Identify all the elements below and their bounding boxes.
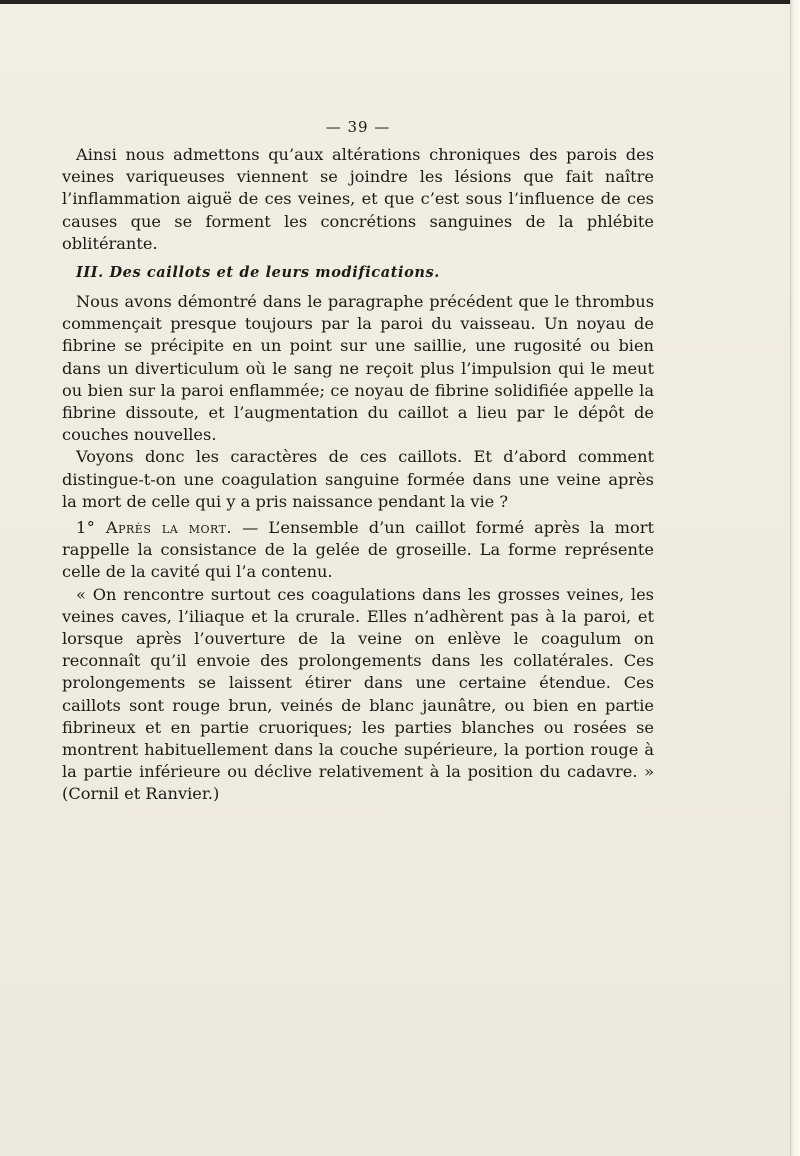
paragraph-4 [62,517,654,584]
page-text-block [62,118,654,806]
page-number: — 39 — [325,118,391,136]
paragraph-2: Nous avons démontré dans le paragraphe précédent que le thrombus commençait presque toujours par la paroi du vaisseau. Un noyau de fibrine se précipite en un point sur une saillie, une rugosité ou bien dans un diverticulum où le sang ne reçoit plus l’impulsion qui le meut ou bien sur la paroi enflammée; ce noyau de fibrine solidifiée appelle la fibrine dissoute, et l’augmentation du caillot a lieu par le dépôt de couches nouvelles. [62,292,654,445]
page-edge [790,0,800,1156]
paragraph-3: Voyons donc les caractères de ces caillots. Et d’abord comment distingue-t-on une coagulation sanguine formée dans une veine après la mort de celle qui y a pris naissance pendant la vie ? [62,447,654,511]
section-heading: III. Des caillots et de leurs modifications. [76,264,440,282]
top-edge-rule [0,0,800,4]
paragraph-4-text: — L’ensemble d’un caillot formé après la mort rappelle la consistance de la gelée de groseille. La forme représente celle de la cavité qui l’a contenu. [62,518,655,582]
paragraph-4-label: 1° Après la mort. [76,518,233,538]
paragraph-1: Ainsi nous admettons qu’aux altérations chroniques des parois des veines variqueuses viennent se joindre les lésions que fait naître l’inflammation aiguë de ces veines, et que c’est sous l’influence de ces causes que se forment les concrétions sanguines de la phlébite oblitérante. [62,145,654,253]
paragraph-5-quotation: « On rencontre surtout ces coagulations dans les grosses veines, les veines caves, l’iliaque et la crurale. Elles n’adhèrent pas à la paroi, et lorsque après l’ouverture de la veine on enlève le coagulum on reconnaît qu’il envoie des prolongements dans les collatérales. Ces prolongements se laissent étirer dans une certaine étendue. Ces caillots sont rouge brun, veinés de blanc jaunâtre, ou bien en partie fibrineux et en partie cruoriques; les parties blanches ou rosées se montrent habituellement dans la couche supérieure, la portion rouge à la partie inférieure ou déclive relativement à la position du cadavre. » (Cornil et Ranvier.) [62,584,654,804]
